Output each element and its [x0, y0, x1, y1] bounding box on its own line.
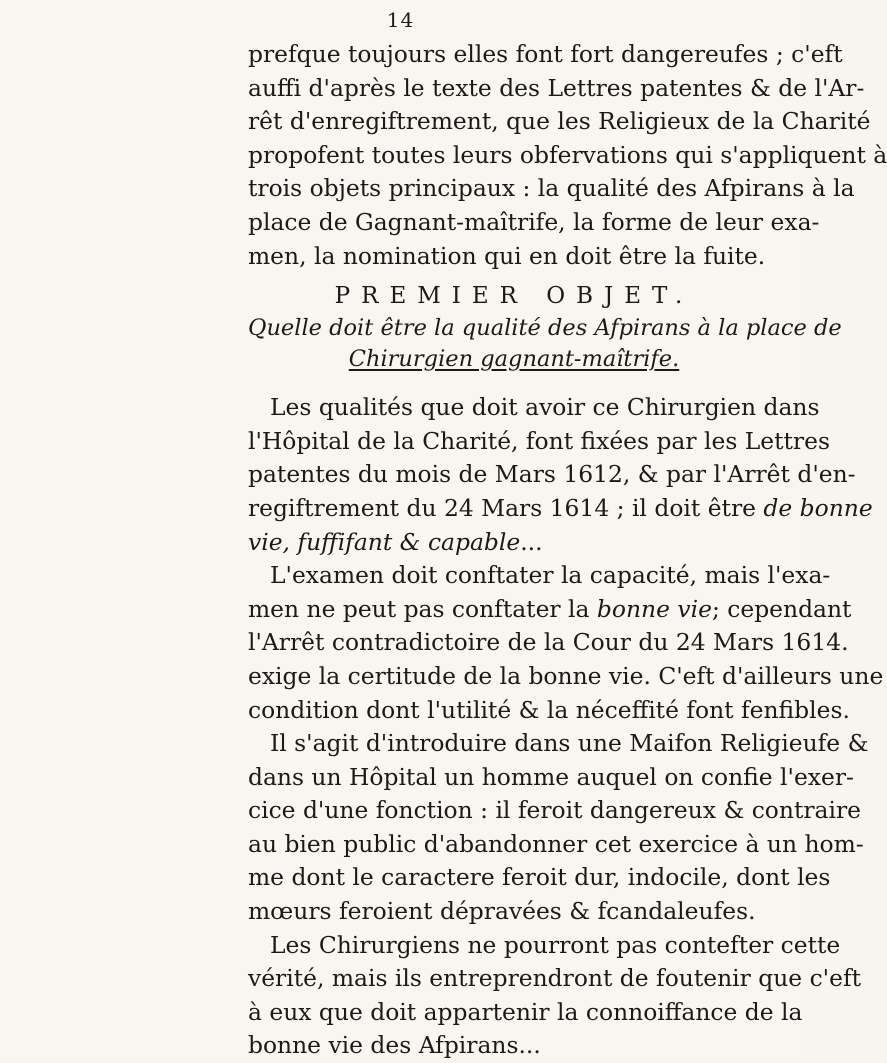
text-line: dans un Hôpital un homme auquel on confie l'exer-: [248, 762, 854, 791]
intro-paragraph: [248, 38, 887, 273]
emphasis-text: vie, fuffifant & capable: [248, 527, 521, 556]
text-line: [248, 492, 873, 526]
text-span: regiftrement du 24 Mars 1614 ; il doit être: [248, 493, 764, 522]
question-line: Chirurgien gagnant-maîtrife.: [348, 346, 680, 373]
text-span: ...: [520, 527, 543, 556]
text-span: ; cependant: [711, 594, 852, 623]
text-line: [248, 593, 852, 627]
text-line: au bien public d'abandonner cet exercice à un hom-: [248, 829, 864, 858]
page-number: 14: [386, 8, 415, 32]
section-question: [248, 313, 842, 375]
paragraph-chirurgiens: [248, 929, 862, 1063]
text-line: Il s'agit d'introduire dans une Maifon Religieufe &: [270, 729, 869, 758]
text-line: men, la nomination qui en doit être la fuite.: [248, 241, 766, 270]
text-line: exige la certitude de la bonne vie. C'eft d'ailleurs une: [248, 661, 884, 690]
question-line: Quelle doit être la qualité des Afpirans à la place de: [248, 315, 842, 342]
text-line: mœurs feroient dépravées & fcandaleufes.: [248, 897, 756, 926]
page-text: [248, 38, 887, 1063]
text-line: cice d'une fonction : il feroit dangereux & contraire: [248, 796, 861, 825]
emphasis-text: de bonne: [763, 493, 873, 522]
section-heading: PREMIER OBJET.: [334, 283, 694, 310]
text-line: bonne vie des Afpirans...: [248, 1031, 541, 1060]
emphasis-text: bonne vie: [596, 594, 712, 623]
text-line: patentes du mois de Mars 1612, & par l'Arrêt d'en-: [248, 460, 856, 489]
text-line: l'Arrêt contradictoire de la Cour du 24 Mars 1614.: [248, 628, 849, 657]
text-line: propofent toutes leurs obfervations qui s'appliquent à: [248, 140, 887, 169]
text-span: men ne peut pas conftater la: [248, 594, 597, 623]
text-line: [248, 526, 780, 560]
text-line: L'examen doit conftater la capacité, mais l'exa-: [270, 561, 831, 590]
text-line: auffi d'après le texte des Lettres patentes & de l'Ar-: [248, 73, 865, 102]
paragraph-qualites: [248, 391, 873, 559]
text-line: trois objets principaux : la qualité des Afpirans à la: [248, 174, 855, 203]
text-line: place de Gagnant-maîtrife, la forme de leur exa-: [248, 207, 820, 236]
text-line: prefque toujours elles font fort dangereufes ; c'eft: [248, 40, 843, 68]
text-line: me dont le caractere feroit dur, indocile, dont les: [248, 863, 831, 892]
text-line: vérité, mais ils entreprendront de foutenir que c'eft: [248, 964, 862, 993]
text-line: condition dont l'utilité & la néceffité font fenfibles.: [248, 695, 850, 724]
paragraph-examen: [248, 559, 884, 929]
text-line: Les qualités que doit avoir ce Chirurgien dans: [270, 393, 820, 422]
text-line: rêt d'enregiftrement, que les Religieux de la Charité: [248, 107, 871, 136]
text-line: à eux que doit appartenir la connoiffance de la: [248, 997, 803, 1026]
text-line: l'Hôpital de la Charité, font fixées par les Lettres: [248, 426, 830, 455]
text-line: Les Chirurgiens ne pourront pas contefter cette: [270, 930, 841, 959]
